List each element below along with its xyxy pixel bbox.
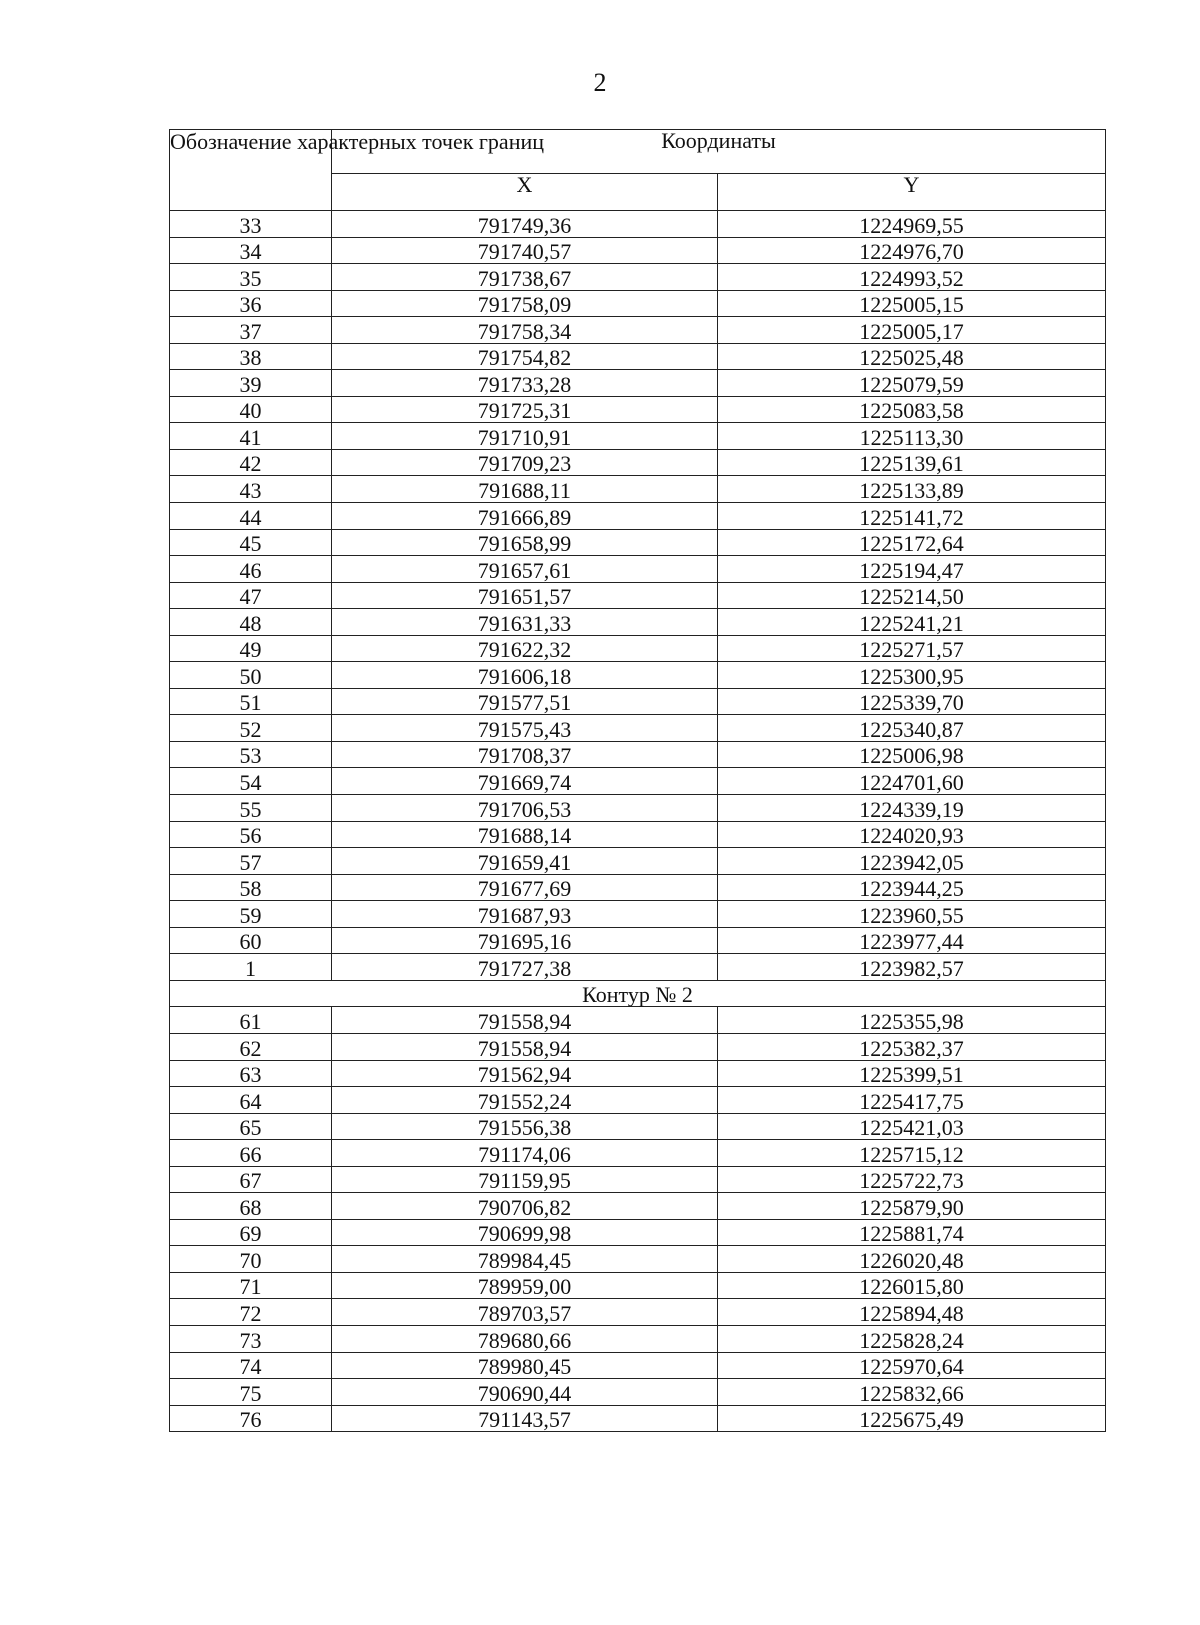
- point-id-cell: 69: [170, 1219, 332, 1246]
- x-coordinate-cell: 791709,23: [332, 449, 718, 476]
- table-row: [170, 1246, 1106, 1273]
- table-row: [170, 1166, 1106, 1193]
- table-row: [170, 317, 1106, 344]
- x-coordinate-cell: 791708,37: [332, 741, 718, 768]
- x-coordinate-cell: 790699,98: [332, 1219, 718, 1246]
- point-id-cell: 73: [170, 1325, 332, 1352]
- point-id-cell: 63: [170, 1060, 332, 1087]
- table-row: [170, 1113, 1106, 1140]
- point-id-cell: 40: [170, 396, 332, 423]
- point-id-cell: 53: [170, 741, 332, 768]
- designation-header: Обозначение характерных точек границ: [170, 130, 332, 211]
- x-coordinate-cell: 789959,00: [332, 1272, 718, 1299]
- point-id-cell: 48: [170, 609, 332, 636]
- y-coordinate-cell: 1225271,57: [718, 635, 1106, 662]
- section-title: Контур № 2: [170, 980, 1106, 1007]
- x-coordinate-cell: 791727,38: [332, 954, 718, 981]
- point-id-cell: 36: [170, 290, 332, 317]
- x-coordinate-cell: 789703,57: [332, 1299, 718, 1326]
- y-coordinate-cell: 1224993,52: [718, 264, 1106, 291]
- x-coordinate-cell: 791666,89: [332, 503, 718, 530]
- table-row: [170, 290, 1106, 317]
- point-id-cell: 60: [170, 927, 332, 954]
- table-row: [170, 927, 1106, 954]
- table-row: [170, 1140, 1106, 1167]
- y-coordinate-cell: 1225005,15: [718, 290, 1106, 317]
- y-coordinate-cell: 1226020,48: [718, 1246, 1106, 1273]
- table-row: [170, 370, 1106, 397]
- point-id-cell: 58: [170, 874, 332, 901]
- x-coordinate-cell: 791558,94: [332, 1033, 718, 1060]
- x-coordinate-cell: 791552,24: [332, 1087, 718, 1114]
- y-coordinate-cell: 1225300,95: [718, 662, 1106, 689]
- x-coordinate-cell: 791740,57: [332, 237, 718, 264]
- x-coordinate-cell: 791677,69: [332, 874, 718, 901]
- x-coordinate-cell: 791577,51: [332, 688, 718, 715]
- x-coordinate-cell: 789984,45: [332, 1246, 718, 1273]
- y-coordinate-cell: 1225722,73: [718, 1166, 1106, 1193]
- table-row: [170, 688, 1106, 715]
- table-row: [170, 1352, 1106, 1379]
- table-row: [170, 635, 1106, 662]
- y-coordinate-cell: 1223977,44: [718, 927, 1106, 954]
- point-id-cell: 46: [170, 556, 332, 583]
- y-coordinate-cell: 1224339,19: [718, 795, 1106, 822]
- table-row: [170, 237, 1106, 264]
- x-coordinate-cell: 791706,53: [332, 795, 718, 822]
- x-coordinate-cell: 791622,32: [332, 635, 718, 662]
- x-coordinate-cell: 791669,74: [332, 768, 718, 795]
- point-id-cell: 37: [170, 317, 332, 344]
- y-coordinate-cell: 1223960,55: [718, 901, 1106, 928]
- table-row: [170, 503, 1106, 530]
- y-coordinate-cell: 1225879,90: [718, 1193, 1106, 1220]
- point-id-cell: 38: [170, 343, 332, 370]
- table-row: [170, 609, 1106, 636]
- point-id-cell: 62: [170, 1033, 332, 1060]
- x-coordinate-cell: 791174,06: [332, 1140, 718, 1167]
- point-id-cell: 67: [170, 1166, 332, 1193]
- y-coordinate-cell: 1225715,12: [718, 1140, 1106, 1167]
- y-coordinate-cell: 1224976,70: [718, 237, 1106, 264]
- y-coordinate-cell: 1225881,74: [718, 1219, 1106, 1246]
- point-id-cell: 68: [170, 1193, 332, 1220]
- point-id-cell: 64: [170, 1087, 332, 1114]
- table-row: [170, 529, 1106, 556]
- x-coordinate-cell: 791651,57: [332, 582, 718, 609]
- x-coordinate-cell: 791688,14: [332, 821, 718, 848]
- point-id-cell: 55: [170, 795, 332, 822]
- table-row: [170, 396, 1106, 423]
- y-coordinate-cell: 1225025,48: [718, 343, 1106, 370]
- table-row: [170, 768, 1106, 795]
- y-coordinate-cell: 1225139,61: [718, 449, 1106, 476]
- page-number: 2: [593, 68, 607, 97]
- y-coordinate-cell: 1225141,72: [718, 503, 1106, 530]
- table-row: [170, 1379, 1106, 1406]
- x-coordinate-cell: 791631,33: [332, 609, 718, 636]
- y-coordinate-cell: 1225172,64: [718, 529, 1106, 556]
- x-coordinate-cell: 791658,99: [332, 529, 718, 556]
- y-coordinate-cell: 1225241,21: [718, 609, 1106, 636]
- y-coordinate-cell: 1223982,57: [718, 954, 1106, 981]
- point-id-cell: 35: [170, 264, 332, 291]
- table-row: [170, 1325, 1106, 1352]
- x-coordinate-cell: 791758,34: [332, 317, 718, 344]
- point-id-cell: 41: [170, 423, 332, 450]
- y-coordinate-cell: 1224969,55: [718, 211, 1106, 238]
- point-id-cell: 57: [170, 848, 332, 875]
- y-coordinate-cell: 1223942,05: [718, 848, 1106, 875]
- table-row: [170, 582, 1106, 609]
- x-header: X: [332, 173, 718, 210]
- table-row: [170, 423, 1106, 450]
- y-coordinate-cell: 1224701,60: [718, 768, 1106, 795]
- point-id-cell: 43: [170, 476, 332, 503]
- section-row: [170, 980, 1106, 1007]
- point-id-cell: 44: [170, 503, 332, 530]
- x-coordinate-cell: 791657,61: [332, 556, 718, 583]
- x-coordinate-cell: 791556,38: [332, 1113, 718, 1140]
- y-coordinate-cell: 1225832,66: [718, 1379, 1106, 1406]
- y-coordinate-cell: 1225113,30: [718, 423, 1106, 450]
- table-body: [170, 211, 1106, 1432]
- x-coordinate-cell: 791143,57: [332, 1405, 718, 1432]
- point-id-cell: 1: [170, 954, 332, 981]
- table-row: [170, 449, 1106, 476]
- x-coordinate-cell: 791749,36: [332, 211, 718, 238]
- point-id-cell: 70: [170, 1246, 332, 1273]
- table-row: [170, 476, 1106, 503]
- point-id-cell: 45: [170, 529, 332, 556]
- table-header: [170, 130, 1106, 211]
- y-coordinate-cell: 1225194,47: [718, 556, 1106, 583]
- point-id-cell: 74: [170, 1352, 332, 1379]
- x-coordinate-cell: 791688,11: [332, 476, 718, 503]
- x-coordinate-cell: 791695,16: [332, 927, 718, 954]
- y-coordinate-cell: 1225006,98: [718, 741, 1106, 768]
- point-id-cell: 49: [170, 635, 332, 662]
- table-row: [170, 662, 1106, 689]
- x-coordinate-cell: 791606,18: [332, 662, 718, 689]
- point-id-cell: 56: [170, 821, 332, 848]
- point-id-cell: 54: [170, 768, 332, 795]
- x-coordinate-cell: 790690,44: [332, 1379, 718, 1406]
- point-id-cell: 42: [170, 449, 332, 476]
- x-coordinate-cell: 791754,82: [332, 343, 718, 370]
- point-id-cell: 39: [170, 370, 332, 397]
- table-row: [170, 821, 1106, 848]
- table-row: [170, 556, 1106, 583]
- y-coordinate-cell: 1225079,59: [718, 370, 1106, 397]
- table-row: [170, 741, 1106, 768]
- y-coordinate-cell: 1225133,89: [718, 476, 1106, 503]
- table-row: [170, 1272, 1106, 1299]
- x-coordinate-cell: 791558,94: [332, 1007, 718, 1034]
- x-coordinate-cell: 791738,67: [332, 264, 718, 291]
- x-coordinate-cell: 791575,43: [332, 715, 718, 742]
- table-row: [170, 954, 1106, 981]
- point-id-cell: 34: [170, 237, 332, 264]
- y-coordinate-cell: 1225828,24: [718, 1325, 1106, 1352]
- y-coordinate-cell: 1225894,48: [718, 1299, 1106, 1326]
- y-coordinate-cell: 1225355,98: [718, 1007, 1106, 1034]
- table-row: [170, 1060, 1106, 1087]
- table-row: [170, 1219, 1106, 1246]
- point-id-cell: 52: [170, 715, 332, 742]
- y-coordinate-cell: 1225382,37: [718, 1033, 1106, 1060]
- x-coordinate-cell: 789680,66: [332, 1325, 718, 1352]
- y-coordinate-cell: 1225083,58: [718, 396, 1106, 423]
- point-id-cell: 51: [170, 688, 332, 715]
- table-row: [170, 1193, 1106, 1220]
- y-header: Y: [718, 173, 1106, 210]
- table-row: [170, 848, 1106, 875]
- y-coordinate-cell: 1225005,17: [718, 317, 1106, 344]
- x-coordinate-cell: 791687,93: [332, 901, 718, 928]
- y-coordinate-cell: 1225340,87: [718, 715, 1106, 742]
- table-row: [170, 264, 1106, 291]
- y-coordinate-cell: 1226015,80: [718, 1272, 1106, 1299]
- point-id-cell: 65: [170, 1113, 332, 1140]
- y-coordinate-cell: 1225970,64: [718, 1352, 1106, 1379]
- table-row: [170, 1087, 1106, 1114]
- table-row: [170, 715, 1106, 742]
- table-row: [170, 211, 1106, 238]
- y-coordinate-cell: 1225675,49: [718, 1405, 1106, 1432]
- x-coordinate-cell: 790706,82: [332, 1193, 718, 1220]
- table-row: [170, 1033, 1106, 1060]
- x-coordinate-cell: 791659,41: [332, 848, 718, 875]
- x-coordinate-cell: 791758,09: [332, 290, 718, 317]
- y-coordinate-cell: 1223944,25: [718, 874, 1106, 901]
- table-row: [170, 1299, 1106, 1326]
- point-id-cell: 61: [170, 1007, 332, 1034]
- table-row: [170, 901, 1106, 928]
- point-id-cell: 33: [170, 211, 332, 238]
- x-coordinate-cell: 791725,31: [332, 396, 718, 423]
- x-coordinate-cell: 791733,28: [332, 370, 718, 397]
- point-id-cell: 47: [170, 582, 332, 609]
- table-row: [170, 343, 1106, 370]
- y-coordinate-cell: 1225421,03: [718, 1113, 1106, 1140]
- y-coordinate-cell: 1225214,50: [718, 582, 1106, 609]
- point-id-cell: 72: [170, 1299, 332, 1326]
- point-id-cell: 75: [170, 1379, 332, 1406]
- point-id-cell: 76: [170, 1405, 332, 1432]
- x-coordinate-cell: 791562,94: [332, 1060, 718, 1087]
- table-row: [170, 1405, 1106, 1432]
- point-id-cell: 71: [170, 1272, 332, 1299]
- point-id-cell: 59: [170, 901, 332, 928]
- point-id-cell: 66: [170, 1140, 332, 1167]
- table-row: [170, 1007, 1106, 1034]
- point-id-cell: 50: [170, 662, 332, 689]
- y-coordinate-cell: 1225339,70: [718, 688, 1106, 715]
- table-row: [170, 795, 1106, 822]
- y-coordinate-cell: 1225399,51: [718, 1060, 1106, 1087]
- y-coordinate-cell: 1225417,75: [718, 1087, 1106, 1114]
- table-row: [170, 874, 1106, 901]
- coordinates-table: [169, 129, 1106, 1432]
- y-coordinate-cell: 1224020,93: [718, 821, 1106, 848]
- coordinates-header: Координаты: [332, 130, 1106, 174]
- x-coordinate-cell: 791710,91: [332, 423, 718, 450]
- x-coordinate-cell: 789980,45: [332, 1352, 718, 1379]
- x-coordinate-cell: 791159,95: [332, 1166, 718, 1193]
